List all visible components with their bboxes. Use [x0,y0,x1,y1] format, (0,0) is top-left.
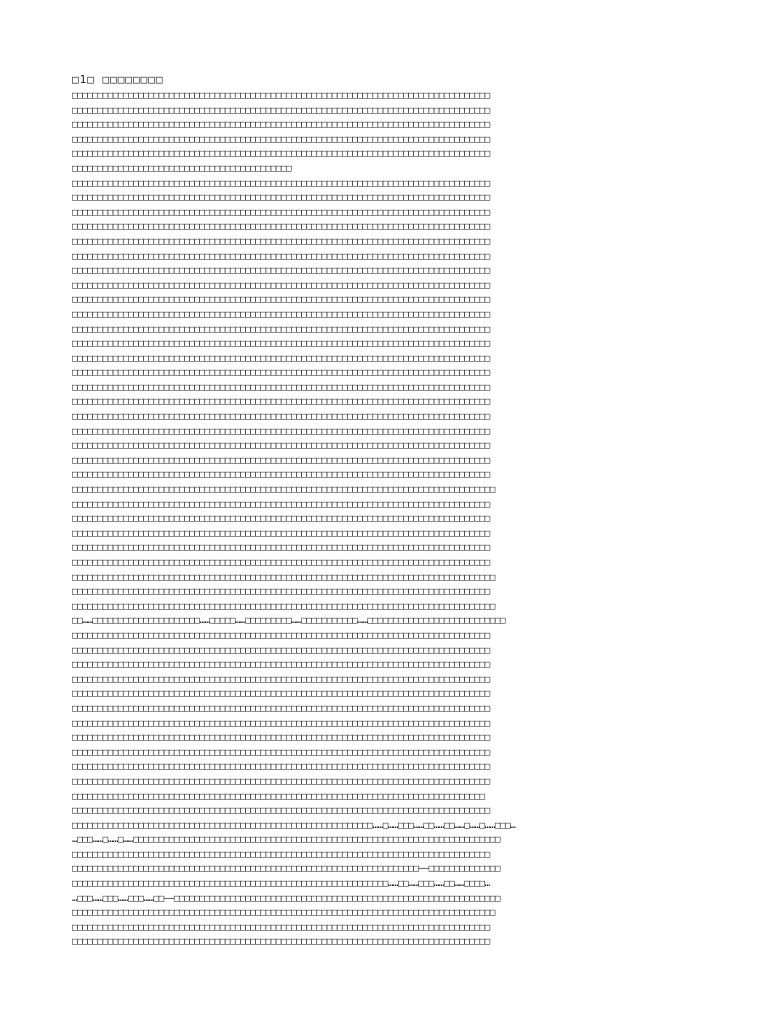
text-line: □□□□□□□□□□□□□□□□□□□□□□□□□□□□□□□□□□□□□□□□□□□□□□□□□□□□□□□□□□□□□□□□□□□□□□□□□□□□□□□□□ [72,790,485,802]
text-line: □□□□□□□□□□□□□□□□□□□□□□□□□□□□□□□□□□□□□□□□□□□□□□□□□□□□□□□□□□□□□□□□□□□□□□□□□□□□□□□□□□ [72,702,490,714]
text-line: □□□□□□□□□□□□□□□□□□□□□□□□□□□□□□□□□□□□□□□□□□□□□□□□□□□□□□□□□□□□□□□□□□□□□□□□□□□□□□□□□□ [72,250,490,262]
text-line: □□□□□□□□□□□□□□□□□□□□□□□□□□□□□□□□□□□□□□□□□□□□□□□□□□□□□□□□□□□□□□□□□□□□□□□□□□□□□□□□□□ [72,673,490,685]
body-text [72,89,712,950]
text-line: □□□□□□□□□□□□□□□□□□□□□□□□□□□□□□□□□□□□□□□□□□□□□□□□□□□□□□□□□□□□□□□□□□□□□□□□□□□□□□□□□□□ [72,907,495,919]
text-line: □□□□□□□□□□□□□□□□□□□□□□□□□□□□□□□□□□□□□□□□□□□□□□□□□□□□□□□□□□□□□□□□□□□□□□□□□□□□□□□□□□ [72,732,490,744]
text-line: …□□□……□……□……□□□□□□□□□□□□□□□□□□□□□□□□□□□□□□□□□□□□□□□□□□□□□□□□□□□□□□□□□□□□□□□□□□□□□□□□ [72,834,500,846]
text-line: □□□□□□□□□□□□□□□□□□□□□□□□□□□□□□□□□□□□□□□□□□□□□□□□□□□□□□□□□□□□□□□□□□□□□□□□□□□□□□□□□□ [72,206,490,218]
text-line: □□□□□□□□□□□□□□□□□□□□□□□□□□□□□□□□□□□□□□□□□□□□□□□□□□□□□□□□□□□□□□□□□□□□□□□□□□□□□□□□□□ [72,338,490,350]
text-line: □□□□□□□□□□□□□□□□□□□□□□□□□□□□□□□□□□□□□□□□□□□□□□□□□□□□□□□□□□□□□□□□□□□□□□□□□□□□□□□□□□ [72,381,490,393]
text-line: □□□□□□□□□□□□□□□□□□□□□□□□□□□□□□□□□□□□□□□□□□□□□□□□□□□□□□□□□□□□□□□□□□□□□□□□□□□□□□□□□□ [72,265,490,277]
text-line: □□□□□□□□□□□□□□□□□□□□□□□□□□□□□□□□□□□□□□□□□□□□□□□□□□□□□□□□□□□□□□□□□□□□□□□□□□□□□□□□□□ [72,148,490,160]
text-line: □□□□□□□□□□□□□□□□□□□□□□□□□□□□□□□□□□□□□□□□□□□□□□□□□□□□□□□□□□□□□□□□□□□□□□□□□□□□□□□□□□ [72,104,490,116]
text-line: □□□□□□□□□□□□□□□□□□□□□□□□□□□□□□□□□□□□□□□□□□□□□□□□□□□□□□□□□□□□□□□□□□□□□□□□□□□□□□□□□□ [72,557,490,568]
section-heading: □1□ □□□□□□□□ [72,73,164,86]
text-line: □□□□□□□□□□□□□□□□□□□□□□□□□□□□□□□□□□□□□□□□□□□□□□□□□□□□□□□□□□□□□□□□□□□□□□□□□□□□□□□□□□ [72,717,490,729]
text-line: □□□□□□□□□□□□□□□□□□□□□□□□□□□□□□□□□□□□□□□□□□□□□□□□□□□□□□□□□□□□□□□□□□□□□□□□□□□□□□□□□□ [72,396,490,408]
text-line: □□□□□□□□□□□□□□□□□□□□□□□□□□□□□□□□□□□□□□□□□□□□□□□□□□□□□□□□□□□□□□□□□□□□□□□□□□□□□□□□□□ [72,323,490,335]
text-line: □□□□□□□□□□□□□□□□□□□□□□□□□□□□□□□□□□□□□□□□□□□□□□□□□□□□□□□□□□□□□□□□□□□□□□□□□□□□□□□□□□ [72,440,490,452]
text-line: □□□□□□□□□□□□□□□□□□□□□□□□□□□□□□□□□□□□□□□□□□□□□□□□□□□□□□□□□□□□□□□□□□□□□□□□□□□□□□□□□□ [72,119,490,131]
text-line: □□□□□□□□□□□□□□□□□□□□□□□□□□□□□□□□□□□□□□□□□□□□□□□□□□□□□□□□□□□□□□□□□□□□□□□□□□□□□□□□□□ [72,279,490,291]
text-line: □□□□□□□□□□□□□□□□□□□□□□□□□□□□□□□□□□□□□□□□□□□□□□□□□□□□□□□□□□□□□□□□□□□□□□□□□□□□□□□□□□ [72,848,490,860]
text-line: □□□□□□□□□□□□□□□□□□□□□□□□□□□□□□□□□□□□□□□□□□□□□□□□□□□□□□□□□□□□□□□□□□□□□□□□□□□□□□□□□□ [72,805,490,817]
text-line: □□□□□□□□□□□□□□□□□□□□□□□□□□□□□□□□□□□□□□□□□□□□□□□□□□□□□□□□□□□□□□□□□□□□□□□□□□□□□□□□□□ [72,367,490,379]
text-line: □□□□□□□□□□□□□□□□□□□□□□□□□□□□□□□□□□□□□□□□□□□□□□□□□□□□□□□□□□□□□□□□□□□□□□□□□□□□□□□□□□ [72,586,490,598]
text-line: □□□□□□□□□□□□□□□□□□□□□□□□□□□□□□□□□□□□□□□□□□□□□□□□□□□□□□□□□□□□□□□□□□□□□□□□□□□□□□□□□□ [72,308,490,320]
text-line: □□□□□□□□□□□□□□□□□□□□□□□□□□□□□□□□□□□□□□□□□□□□□□□□□□□□□□□□□□□□□□□□□□□□□□□□□□□□□□□□□□ [72,936,490,948]
text-line: □□□□□□□□□□□□□□□□□□□□□□□□□□□□□□□□□□□□□□□□□□□□□□□□□□□□□□□□□□□□□□□□□□□□□□□□□□□□□□□□□□□ [72,571,495,583]
text-line: □□□□□□□□□□□□□□□□□□□□□□□□□□□□□□□□□□□□□□□□□□□□□□□□□□□□□□□□□□□□□□□□□□□□□□□□□□□□□□□□□□ [72,659,490,671]
text-line: □□□□□□□□□□□□□□□□□□□□□□□□□□□□□□□□□□□□□□□□□□□□□□□□□□□□□□□□□□□□□□□□□□□□□□□□□□□□□□□□□□ [72,775,490,787]
document-page [72,72,712,950]
text-line: □□□□□□□□□□□□□□□□□□□□□□□□□□□□□□□□□□□□□□□□□□□□□□□□□□□□□□□□□□□□□□□□□□□□——□□□□□□□□□□□□□□ [72,863,500,875]
paragraph [72,89,712,177]
text-line: □□□□□□□□□□□□□□□□□□□□□□□□□□□□□□□□□□□□□□□□□□□□□□□□□□□□□□□□□□□□□□□□□□□□□□□□□□□□□□□□□□ [72,746,490,758]
text-line: □□□□□□□□□□□□□□□□□□□□□□□□□□□□□□□□□□□□□□□□□□□□□□□□□□□□□□□□□□□□□□□□□□□□□□□□□□□□□□□□□□ [72,469,490,481]
text-line: □□□□□□□□□□□□□□□□□□□□□□□□□□□□□□□□□□□□□□□□□□□□□□□□□□□□□□□□□□□□□□□□□□□□□□□□□□□□□□□□□□ [72,425,490,437]
text-line: □□□□□□□□□□□□□□□□□□□□□□□□□□□□□□□□□□□□□□□□□□□□□□□□□□□□□□□□□□□□□□□□□□□□□□□□□□□□□□□□□□ [72,644,490,656]
text-line: □□□□□□□□□□□□□□□□□□□□□□□□□□□□□□□□□□□□□□□□□□□□□□□□□□□□□□□□□□□□□□□□□□□□□□□□□□□□□□□□□□ [72,498,490,510]
text-line: □□□□□□□□□□□□□□□□□□□□□□□□□□□□□□□□□□□□□□□□□□□□□□□□□□□□□□□□□□□□□□□□□□□□□□□□□□□□□□□□□□□ [72,484,495,496]
text-line: □□□□□□□□□□□□□□□□□□□□□□□□□□□□□□□□□□□□□□□□□□□□□□□□□□□□□□□□□□□□□□□□□□□□□□□□□□□□□□□□□□ [72,192,490,204]
text-line: □□□□□□□□□□□□□□□□□□□□□□□□□□□□□□□□□□□□□□□□□□□□□□□□□□□□□□□□□□□□□□□□□□□□□□□□□□□□□□□□□□ [72,221,490,233]
text-line: □□□□□□□□□□□□□□□□□□□□□□□□□□□□□□□□□□□□□□□□□□□□□□□□□□□□□□□□□□□□□□□□□□□□□□□□□□□□□□□□□□ [72,90,490,101]
text-line: □□□□□□□□□□□□□□□□□□□□□□□□□□□□□□□□□□□□□□□□□□□□□□□□□□□□□□□□□□□□□□□□□□□□□□□□□□□□□□□□□□ [72,235,490,247]
text-line: □□□□□□□□□□□□□□□□□□□□□□□□□□□□□□□□□□□□□□□□□□□□□□□□□□□□□□□□□□□□□□□□□□□□□□□□□□□□□□□□□□ [72,629,490,641]
text-line: □□□□□□□□□□□□□□□□□□□□□□□□□□□□□□□□□□□□□□□□□□□ [72,162,292,174]
text-line: □□□□□□□□□□□□□□□□□□□□□□□□□□□□□□□□□□□□□□□□□□□□□□□□□□□□□□□□□□□□□□□□□□□□□□□□□□□□□□□□□□ [72,513,490,525]
text-line: □□□□□□□□□□□□□□□□□□□□□□□□□□□□□□□□□□□□□□□□□□□□□□□□□□□□□□□□□□□□□□□□□□□□□□□□□□□□□□□□□□ [72,133,490,145]
text-line: □□□□□□□□□□□□□□□□□□□□□□□□□□□□□□□□□□□□□□□□□□□□□□□□□□□□□□□□□□□□□□□□□□□□□□□□□□□□□□□□□□□ [72,600,495,612]
paragraph [72,177,712,805]
text-line: □□□□□□□□□□□□□□□□□□□□□□□□□□□□□□□□□□□□□□□□□□□□□□□□□□□□□□□□□□□□□□□□□□□□□□□□□□□□□□□□□□ [72,688,490,700]
text-line: □□□□□□□□□□□□□□□□□□□□□□□□□□□□□□□□□□□□□□□□□□□□□□□□□□□□□□□□□□□……□……□□□……□□……□□……□……□……□□□… [72,819,516,831]
text-line: □□□□□□□□□□□□□□□□□□□□□□□□□□□□□□□□□□□□□□□□□□□□□□□□□□□□□□□□□□□□□□□□□□□□□□□□□□□□□□□□□□ [72,921,490,933]
text-line: □□□□□□□□□□□□□□□□□□□□□□□□□□□□□□□□□□□□□□□□□□□□□□□□□□□□□□□□□□□□□□……□□……□□□……□□……□□□□… [72,878,490,890]
text-line: □□□□□□□□□□□□□□□□□□□□□□□□□□□□□□□□□□□□□□□□□□□□□□□□□□□□□□□□□□□□□□□□□□□□□□□□□□□□□□□□□□ [72,542,490,554]
text-line: □□□□□□□□□□□□□□□□□□□□□□□□□□□□□□□□□□□□□□□□□□□□□□□□□□□□□□□□□□□□□□□□□□□□□□□□□□□□□□□□□□ [72,177,490,189]
text-line: …□□□……□□□……□□□……□□——□□□□□□□□□□□□□□□□□□□□□□□□□□□□□□□□□□□□□□□□□□□□□□□□□□□□□□□□□□□□□□□□ [72,892,500,904]
text-line: □□□□□□□□□□□□□□□□□□□□□□□□□□□□□□□□□□□□□□□□□□□□□□□□□□□□□□□□□□□□□□□□□□□□□□□□□□□□□□□□□□ [72,411,490,423]
text-line: □□□□□□□□□□□□□□□□□□□□□□□□□□□□□□□□□□□□□□□□□□□□□□□□□□□□□□□□□□□□□□□□□□□□□□□□□□□□□□□□□□ [72,527,490,539]
text-line: □□□□□□□□□□□□□□□□□□□□□□□□□□□□□□□□□□□□□□□□□□□□□□□□□□□□□□□□□□□□□□□□□□□□□□□□□□□□□□□□□□ [72,454,490,466]
paragraph [72,804,712,950]
text-line: □□□□□□□□□□□□□□□□□□□□□□□□□□□□□□□□□□□□□□□□□□□□□□□□□□□□□□□□□□□□□□□□□□□□□□□□□□□□□□□□□□ [72,352,490,364]
text-line: □□□□□□□□□□□□□□□□□□□□□□□□□□□□□□□□□□□□□□□□□□□□□□□□□□□□□□□□□□□□□□□□□□□□□□□□□□□□□□□□□□ [72,761,490,773]
text-line: □□……□□□□□□□□□□□□□□□□□□□□□……□□□□□……□□□□□□□□□……□□□□□□□□□□□……□□□□□□□□□□□□□□□□□□□□□□□□□□□ [72,615,506,627]
text-line: □□□□□□□□□□□□□□□□□□□□□□□□□□□□□□□□□□□□□□□□□□□□□□□□□□□□□□□□□□□□□□□□□□□□□□□□□□□□□□□□□□ [72,294,490,306]
